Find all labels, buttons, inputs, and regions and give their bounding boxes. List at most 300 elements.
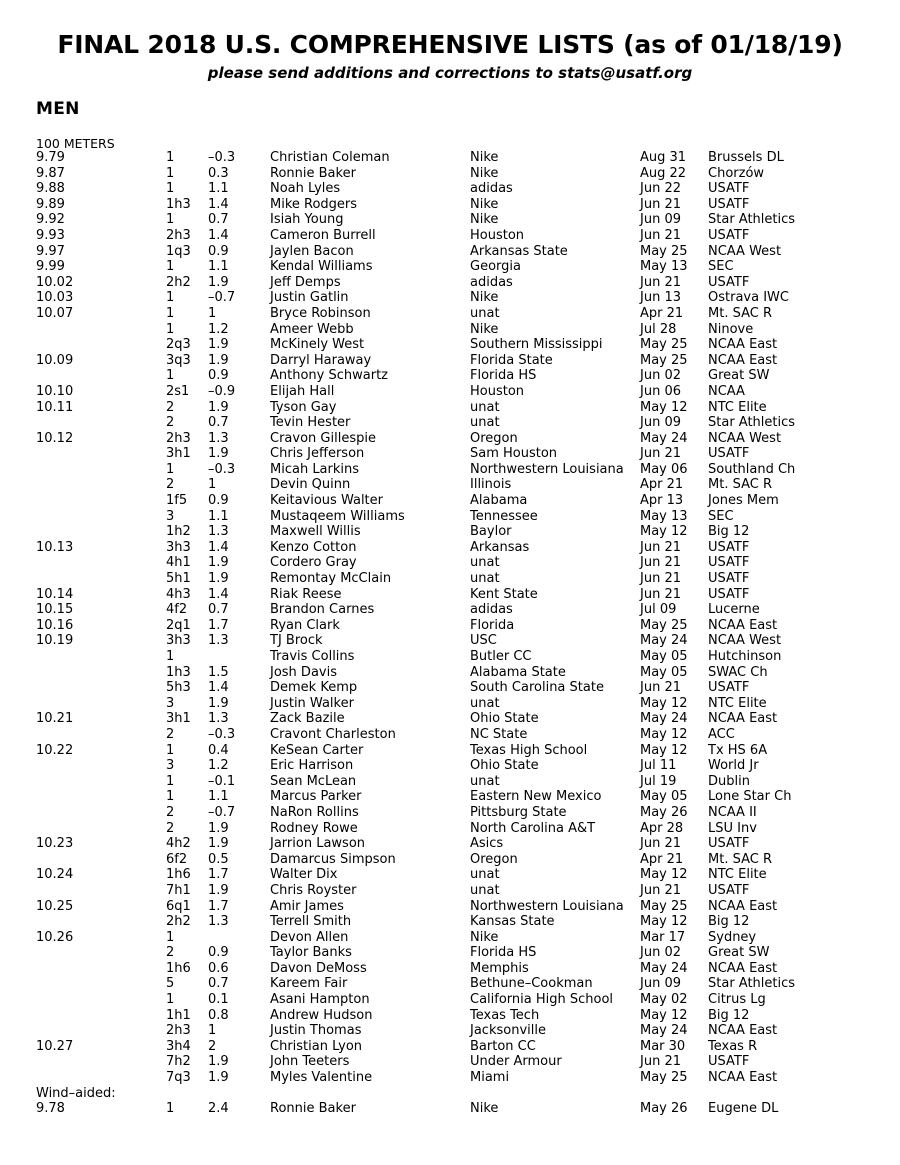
result-place: 2h2 bbox=[166, 274, 191, 290]
result-date: May 06 bbox=[640, 461, 688, 477]
result-mark: 10.11 bbox=[36, 399, 74, 415]
athlete-affiliation: Southern Mississippi bbox=[470, 337, 603, 353]
result-meet: Citrus Lg bbox=[708, 992, 766, 1008]
athlete-name: Maxwell Willis bbox=[270, 524, 361, 540]
result-date: May 25 bbox=[640, 352, 688, 368]
result-place: 2 bbox=[166, 804, 175, 820]
table-row bbox=[0, 852, 900, 868]
result-place: 1h6 bbox=[166, 960, 191, 976]
table-row bbox=[0, 212, 900, 228]
table-row bbox=[0, 774, 900, 790]
result-place: 3 bbox=[166, 758, 175, 774]
result-date: Aug 22 bbox=[640, 165, 687, 181]
result-wind: –0.9 bbox=[208, 383, 236, 399]
athlete-name: Travis Collins bbox=[270, 649, 355, 664]
result-date: Jun 21 bbox=[640, 196, 681, 212]
result-date: Jun 22 bbox=[640, 181, 681, 197]
athlete-affiliation: Florida HS bbox=[470, 368, 537, 384]
athlete-name: Darryl Haraway bbox=[270, 352, 372, 368]
athlete-name: Justin Gatlin bbox=[270, 290, 349, 306]
result-wind: 0.4 bbox=[208, 742, 229, 758]
athlete-name: John Teeters bbox=[270, 1054, 350, 1070]
result-meet: Brussels DL bbox=[708, 150, 784, 165]
table-row bbox=[0, 384, 900, 400]
athlete-affiliation: Arkansas State bbox=[470, 243, 568, 259]
result-meet: Mt. SAC R bbox=[708, 477, 772, 493]
table-row bbox=[0, 665, 900, 681]
result-wind: 1.9 bbox=[208, 337, 229, 353]
result-meet: Star Athletics bbox=[708, 976, 796, 992]
result-meet: USATF bbox=[708, 446, 750, 462]
result-wind: –0.7 bbox=[208, 290, 236, 306]
result-wind: 1.5 bbox=[208, 664, 229, 680]
result-date: May 05 bbox=[640, 664, 688, 680]
result-place: 2 bbox=[166, 477, 175, 493]
result-meet: Mt. SAC R bbox=[708, 851, 772, 867]
result-date: Jun 21 bbox=[640, 446, 681, 462]
result-wind: 1.4 bbox=[208, 680, 229, 696]
result-date: Jun 09 bbox=[640, 976, 681, 992]
wind-aided-label-text: Wind–aided: bbox=[36, 1085, 116, 1101]
athlete-name: Justin Walker bbox=[270, 695, 354, 711]
result-meet: NCAA East bbox=[708, 617, 778, 633]
athlete-name: Justin Thomas bbox=[270, 1023, 362, 1039]
athlete-affiliation: Under Armour bbox=[470, 1054, 562, 1070]
result-meet: Hutchinson bbox=[708, 649, 782, 664]
result-meet: NCAA East bbox=[708, 711, 778, 727]
result-meet: SWAC Ch bbox=[708, 664, 768, 680]
athlete-affiliation: Nike bbox=[470, 321, 499, 337]
athlete-affiliation: Pittsburg State bbox=[470, 804, 567, 820]
page-subtitle: please send additions and corrections to stats@usatf.org bbox=[207, 64, 693, 82]
athlete-name: Cordero Gray bbox=[270, 555, 357, 571]
table-row bbox=[0, 400, 900, 416]
result-wind: 0.7 bbox=[208, 415, 229, 431]
result-date: Jun 21 bbox=[640, 836, 681, 852]
result-place: 1 bbox=[166, 212, 175, 228]
result-wind: 0.9 bbox=[208, 368, 229, 384]
result-meet: USATF bbox=[708, 571, 750, 587]
result-place: 3h3 bbox=[166, 539, 191, 555]
table-row bbox=[0, 1039, 900, 1055]
result-place: 2q1 bbox=[166, 617, 191, 633]
result-mark: 9.92 bbox=[36, 212, 65, 228]
athlete-name: Amir James bbox=[270, 898, 344, 914]
athlete-name: Andrew Hudson bbox=[270, 1007, 373, 1023]
result-date: May 12 bbox=[640, 399, 688, 415]
table-row bbox=[0, 415, 900, 431]
result-meet: USATF bbox=[708, 196, 750, 212]
result-wind: 0.8 bbox=[208, 1007, 229, 1023]
table-row bbox=[0, 1101, 900, 1117]
result-wind: 1.2 bbox=[208, 321, 229, 337]
result-meet: NCAA East bbox=[708, 337, 778, 353]
result-place: 1h2 bbox=[166, 524, 191, 540]
result-meet: Sydney bbox=[708, 929, 757, 945]
athlete-affiliation: Nike bbox=[470, 290, 499, 306]
result-place: 3 bbox=[166, 695, 175, 711]
result-date: May 05 bbox=[640, 649, 688, 664]
table-row bbox=[0, 181, 900, 197]
result-meet: NTC Elite bbox=[708, 695, 767, 711]
result-meet: Big 12 bbox=[708, 1007, 750, 1023]
result-wind: 1.4 bbox=[208, 196, 229, 212]
result-wind: –0.3 bbox=[208, 461, 236, 477]
table-row bbox=[0, 306, 900, 322]
athlete-affiliation: unat bbox=[470, 882, 500, 898]
result-meet: Lone Star Ch bbox=[708, 789, 792, 805]
result-meet: Mt. SAC R bbox=[708, 305, 772, 321]
athlete-affiliation: Nike bbox=[470, 929, 499, 945]
table-row bbox=[0, 462, 900, 478]
athlete-name: Kendal Williams bbox=[270, 259, 373, 275]
table-row bbox=[0, 618, 900, 634]
result-place: 5 bbox=[166, 976, 175, 992]
result-mark: 10.13 bbox=[36, 539, 74, 555]
athlete-affiliation: Sam Houston bbox=[470, 446, 558, 462]
result-place: 2 bbox=[166, 820, 175, 836]
result-wind: 1.9 bbox=[208, 695, 229, 711]
athlete-affiliation: Florida bbox=[470, 617, 515, 633]
section-heading-sex: MEN bbox=[36, 99, 80, 119]
result-place: 1q3 bbox=[166, 243, 191, 259]
result-place: 2 bbox=[166, 415, 175, 431]
athlete-affiliation: Florida HS bbox=[470, 945, 537, 961]
athlete-affiliation: Georgia bbox=[470, 259, 521, 275]
table-row bbox=[0, 930, 900, 946]
result-date: May 12 bbox=[640, 914, 688, 930]
result-place: 3h1 bbox=[166, 711, 191, 727]
result-mark: 10.26 bbox=[36, 929, 74, 945]
result-place: 1 bbox=[166, 321, 175, 337]
table-row bbox=[0, 789, 900, 805]
result-place: 3q3 bbox=[166, 352, 191, 368]
athlete-affiliation: Barton CC bbox=[470, 1038, 536, 1054]
result-meet: USATF bbox=[708, 586, 750, 602]
athlete-name: Kenzo Cotton bbox=[270, 539, 357, 555]
result-wind: 0.9 bbox=[208, 493, 229, 509]
athlete-affiliation: adidas bbox=[470, 274, 513, 290]
result-wind: 1.7 bbox=[208, 898, 229, 914]
result-place: 4h1 bbox=[166, 555, 191, 571]
table-row bbox=[0, 524, 900, 540]
result-place: 4h2 bbox=[166, 836, 191, 852]
result-place: 5h3 bbox=[166, 680, 191, 696]
result-place: 6f2 bbox=[166, 851, 188, 867]
wind-aided-label bbox=[0, 1086, 900, 1102]
result-place: 1 bbox=[166, 649, 175, 664]
result-date: Jun 09 bbox=[640, 212, 681, 228]
result-mark: 10.10 bbox=[36, 383, 74, 399]
result-date: Mar 30 bbox=[640, 1038, 686, 1054]
result-wind: 1.2 bbox=[208, 758, 229, 774]
result-place: 1 bbox=[166, 181, 175, 197]
table-row bbox=[0, 353, 900, 369]
athlete-affiliation: Alabama State bbox=[470, 664, 566, 680]
result-wind: 1.9 bbox=[208, 571, 229, 587]
athlete-name: Kareem Fair bbox=[270, 976, 348, 992]
result-mark: 10.22 bbox=[36, 742, 74, 758]
athlete-affiliation: USC bbox=[470, 633, 497, 649]
table-row bbox=[0, 1008, 900, 1024]
result-place: 1 bbox=[166, 461, 175, 477]
athlete-name: Ronnie Baker bbox=[270, 1101, 356, 1117]
result-place: 1h6 bbox=[166, 867, 191, 883]
result-meet: USATF bbox=[708, 539, 750, 555]
result-wind: 1.3 bbox=[208, 524, 229, 540]
table-row bbox=[0, 992, 900, 1008]
athlete-affiliation: Ohio State bbox=[470, 711, 539, 727]
result-meet: USATF bbox=[708, 227, 750, 243]
result-date: May 25 bbox=[640, 898, 688, 914]
result-meet: NCAA II bbox=[708, 804, 757, 820]
athlete-name: Tevin Hester bbox=[270, 415, 351, 431]
result-meet: NCAA East bbox=[708, 352, 778, 368]
result-meet: SEC bbox=[708, 259, 734, 275]
athlete-affiliation: Illinois bbox=[470, 477, 512, 493]
table-row bbox=[0, 727, 900, 743]
result-place: 1 bbox=[166, 773, 175, 789]
result-date: May 25 bbox=[640, 617, 688, 633]
result-wind: 0.9 bbox=[208, 243, 229, 259]
result-place: 7h2 bbox=[166, 1054, 191, 1070]
athlete-affiliation: unat bbox=[470, 867, 500, 883]
result-date: Jun 09 bbox=[640, 415, 681, 431]
result-place: 2h2 bbox=[166, 914, 191, 930]
result-date: May 12 bbox=[640, 742, 688, 758]
result-place: 1h1 bbox=[166, 1007, 191, 1023]
result-wind: 2 bbox=[208, 1038, 217, 1054]
result-date: May 24 bbox=[640, 1023, 688, 1039]
result-place: 1 bbox=[166, 259, 175, 275]
result-mark: 10.25 bbox=[36, 898, 74, 914]
result-date: Apr 21 bbox=[640, 851, 684, 867]
result-meet: NCAA West bbox=[708, 243, 782, 259]
athlete-affiliation: Nike bbox=[470, 150, 499, 165]
athlete-affiliation: Arkansas bbox=[470, 539, 530, 555]
result-place: 1f5 bbox=[166, 493, 188, 509]
athlete-name: Jeff Demps bbox=[270, 274, 341, 290]
result-date: May 24 bbox=[640, 633, 688, 649]
result-date: Jun 13 bbox=[640, 290, 681, 306]
table-row bbox=[0, 805, 900, 821]
athlete-affiliation: Houston bbox=[470, 383, 525, 399]
result-wind: 1.9 bbox=[208, 1070, 229, 1086]
athlete-affiliation: Eastern New Mexico bbox=[470, 789, 602, 805]
result-wind: 1.1 bbox=[208, 181, 229, 197]
page-title: FINAL 2018 U.S. COMPREHENSIVE LISTS (as of 01/18/19) bbox=[57, 30, 843, 59]
athlete-name: Damarcus Simpson bbox=[270, 851, 396, 867]
result-place: 2q3 bbox=[166, 337, 191, 353]
result-meet: Great SW bbox=[708, 945, 770, 961]
result-meet: Jones Mem bbox=[708, 493, 779, 509]
result-date: May 25 bbox=[640, 337, 688, 353]
result-meet: USATF bbox=[708, 882, 750, 898]
result-date: Jul 28 bbox=[640, 321, 677, 337]
result-wind: 1.9 bbox=[208, 352, 229, 368]
athlete-name: TJ Brock bbox=[270, 633, 323, 649]
table-row bbox=[0, 649, 900, 665]
athlete-affiliation: Oregon bbox=[470, 430, 518, 446]
result-meet: Big 12 bbox=[708, 524, 750, 540]
athlete-name: Terrell Smith bbox=[270, 914, 352, 930]
table-row bbox=[0, 602, 900, 618]
athlete-affiliation: unat bbox=[470, 415, 500, 431]
table-row bbox=[0, 446, 900, 462]
result-mark: 10.16 bbox=[36, 617, 74, 633]
result-wind: 1.9 bbox=[208, 836, 229, 852]
result-meet: NCAA East bbox=[708, 1023, 778, 1039]
result-place: 2 bbox=[166, 399, 175, 415]
result-meet: NCAA East bbox=[708, 1070, 778, 1086]
athlete-name: Jaylen Bacon bbox=[270, 243, 354, 259]
result-meet: Big 12 bbox=[708, 914, 750, 930]
result-meet: USATF bbox=[708, 555, 750, 571]
result-wind: 1.3 bbox=[208, 711, 229, 727]
athlete-affiliation: Oregon bbox=[470, 851, 518, 867]
athlete-name: Cravon Gillespie bbox=[270, 430, 376, 446]
result-place: 1 bbox=[166, 150, 175, 165]
athlete-name: Brandon Carnes bbox=[270, 602, 375, 618]
table-row bbox=[0, 711, 900, 727]
result-place: 1 bbox=[166, 789, 175, 805]
athlete-name: Rodney Rowe bbox=[270, 820, 358, 836]
athlete-affiliation: Ohio State bbox=[470, 758, 539, 774]
athlete-affiliation: unat bbox=[470, 555, 500, 571]
result-mark: 10.12 bbox=[36, 430, 74, 446]
result-date: Jun 21 bbox=[640, 680, 681, 696]
result-meet: USATF bbox=[708, 181, 750, 197]
result-date: May 12 bbox=[640, 867, 688, 883]
result-meet: Texas R bbox=[708, 1038, 758, 1054]
result-meet: Dublin bbox=[708, 773, 750, 789]
table-row bbox=[0, 961, 900, 977]
results-table bbox=[0, 150, 900, 1117]
table-row bbox=[0, 259, 900, 275]
table-row bbox=[0, 197, 900, 213]
athlete-affiliation: Baylor bbox=[470, 524, 512, 540]
athlete-name: Ronnie Baker bbox=[270, 165, 356, 181]
result-date: Jun 21 bbox=[640, 555, 681, 571]
result-meet: Ninove bbox=[708, 321, 754, 337]
table-row bbox=[0, 322, 900, 338]
athlete-name: Taylor Banks bbox=[270, 945, 352, 961]
athlete-name: Noah Lyles bbox=[270, 181, 341, 197]
athlete-name: Ameer Webb bbox=[270, 321, 354, 337]
athlete-name: KeSean Carter bbox=[270, 742, 364, 758]
result-place: 7h1 bbox=[166, 882, 191, 898]
result-place: 3 bbox=[166, 508, 175, 524]
result-meet: SEC bbox=[708, 508, 734, 524]
athlete-name: Christian Coleman bbox=[270, 150, 390, 165]
athlete-affiliation: Texas Tech bbox=[470, 1007, 540, 1023]
result-mark: 9.99 bbox=[36, 259, 65, 275]
result-place: 2 bbox=[166, 945, 175, 961]
athlete-affiliation: South Carolina State bbox=[470, 680, 604, 696]
table-row bbox=[0, 337, 900, 353]
result-place: 1 bbox=[166, 368, 175, 384]
athlete-affiliation: California High School bbox=[470, 992, 614, 1008]
athlete-name: Mustaqeem Williams bbox=[270, 508, 405, 524]
result-date: May 12 bbox=[640, 695, 688, 711]
athlete-name: Cravont Charleston bbox=[270, 726, 396, 742]
athlete-affiliation: Kansas State bbox=[470, 914, 555, 930]
result-mark: 10.23 bbox=[36, 836, 74, 852]
result-place: 2 bbox=[166, 726, 175, 742]
athlete-affiliation: Alabama bbox=[470, 493, 528, 509]
result-place: 3h3 bbox=[166, 633, 191, 649]
athlete-name: Chris Royster bbox=[270, 882, 357, 898]
result-meet: NCAA East bbox=[708, 960, 778, 976]
result-wind: –0.7 bbox=[208, 804, 236, 820]
result-date: May 12 bbox=[640, 726, 688, 742]
table-row bbox=[0, 275, 900, 291]
table-row bbox=[0, 540, 900, 556]
result-wind: 1.9 bbox=[208, 1054, 229, 1070]
athlete-affiliation: Texas High School bbox=[470, 742, 588, 758]
athlete-name: Keitavious Walter bbox=[270, 493, 383, 509]
result-wind: 1.9 bbox=[208, 446, 229, 462]
result-meet: Tx HS 6A bbox=[708, 742, 768, 758]
result-place: 1 bbox=[166, 1101, 175, 1117]
table-row bbox=[0, 945, 900, 961]
result-mark: 9.97 bbox=[36, 243, 65, 259]
athlete-affiliation: Nike bbox=[470, 165, 499, 181]
result-place: 2h3 bbox=[166, 227, 191, 243]
result-place: 5h1 bbox=[166, 571, 191, 587]
result-mark: 10.19 bbox=[36, 633, 74, 649]
result-meet: Star Athletics bbox=[708, 212, 796, 228]
result-wind: 0.6 bbox=[208, 960, 229, 976]
table-row bbox=[0, 1070, 900, 1086]
result-date: May 02 bbox=[640, 992, 688, 1008]
result-wind: 1 bbox=[208, 305, 217, 321]
result-meet: Great SW bbox=[708, 368, 770, 384]
result-mark: 10.21 bbox=[36, 711, 74, 727]
result-place: 1 bbox=[166, 290, 175, 306]
result-wind: 1.4 bbox=[208, 586, 229, 602]
result-date: Jul 11 bbox=[640, 758, 677, 774]
result-date: Mar 17 bbox=[640, 929, 686, 945]
result-mark: 10.27 bbox=[36, 1038, 74, 1054]
result-wind: 1.9 bbox=[208, 820, 229, 836]
athlete-name: NaRon Rollins bbox=[270, 804, 359, 820]
result-place: 1h3 bbox=[166, 196, 191, 212]
result-wind: 0.5 bbox=[208, 851, 229, 867]
athlete-affiliation: Jacksonville bbox=[470, 1023, 546, 1039]
result-date: May 12 bbox=[640, 524, 688, 540]
result-date: Apr 28 bbox=[640, 820, 684, 836]
result-wind: 2.4 bbox=[208, 1101, 229, 1117]
athlete-affiliation: Nike bbox=[470, 1101, 499, 1117]
result-date: Apr 13 bbox=[640, 493, 684, 509]
result-meet: NTC Elite bbox=[708, 867, 767, 883]
result-meet: USATF bbox=[708, 680, 750, 696]
table-row bbox=[0, 493, 900, 509]
result-date: Jun 06 bbox=[640, 383, 681, 399]
result-place: 3h1 bbox=[166, 446, 191, 462]
athlete-affiliation: unat bbox=[470, 305, 500, 321]
result-date: Jun 02 bbox=[640, 945, 681, 961]
table-row bbox=[0, 758, 900, 774]
result-place: 1 bbox=[166, 165, 175, 181]
table-row bbox=[0, 477, 900, 493]
athlete-name: Christian Lyon bbox=[270, 1038, 363, 1054]
result-place: 2s1 bbox=[166, 383, 190, 399]
result-wind: 0.7 bbox=[208, 976, 229, 992]
result-mark: 9.93 bbox=[36, 227, 65, 243]
athlete-affiliation: unat bbox=[470, 399, 500, 415]
